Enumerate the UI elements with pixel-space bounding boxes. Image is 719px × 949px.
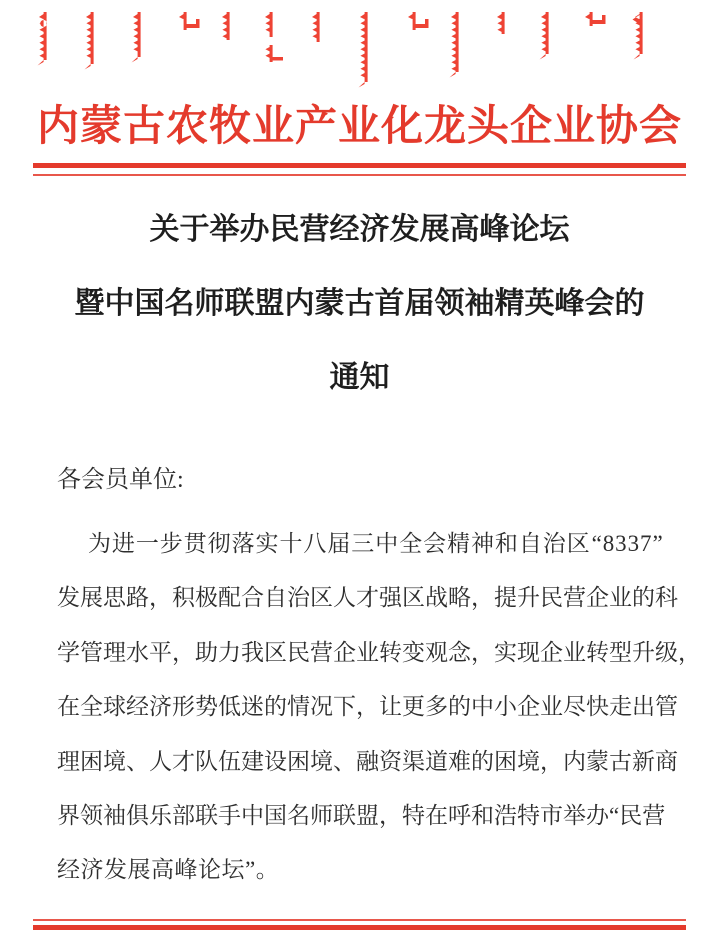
mongolian-glyph-column [450, 12, 459, 78]
doc-title-line-3: 通知 [329, 361, 390, 394]
mongolian-glyph-column [265, 12, 283, 62]
body-line: 界 领 袖 俱 乐 部 联 手 中 国 名 师 联 盟 ， 特 在 呼 和 浩 特 市 举 办 “ 民 营 [57, 802, 666, 828]
doc-title-line-1: 关于举办民营经济发展高峰论坛 [149, 213, 570, 246]
mongolian-glyph-column [359, 12, 368, 88]
mongolian-glyph-column [312, 12, 320, 42]
mongolian-glyph-column [585, 12, 606, 26]
mongolian-glyph-column [222, 12, 230, 40]
mongolian-glyph-column [408, 12, 429, 30]
mongolian-glyph-column [38, 12, 48, 66]
body-line: 理 困 境 、 人 才 队 伍 建 设 困 境 、 融 资 渠 道 难 的 困 境 ， 内 蒙 古 新 商 [57, 748, 678, 774]
mongolian-glyph-column [179, 12, 200, 30]
org-title: 内蒙古农牧业产业化龙头企业协会 [36, 104, 682, 150]
header-divider-thin [33, 174, 686, 176]
doc-title [0, 193, 719, 415]
footer-divider-thin [33, 919, 686, 921]
body-line: 经济发展高峰论坛”。 [57, 857, 280, 883]
mongolian-glyph-column [540, 12, 549, 60]
body-paragraph [57, 517, 701, 898]
body-line: 学 管 理 水 平 ， 助 力 我 区 民 营 企 业 转 变 观 念 ， 实 现 企 业 转 型 升 级 ， [57, 639, 701, 665]
footer-divider-thick [33, 925, 686, 930]
body-line: 发 展 思 路 ， 积 极 配 合 自 治 区 人 才 强 区 战 略 ， 提 升 民 营 企 业 的 科 [57, 585, 678, 611]
mongolian-glyph-column [633, 12, 643, 60]
mongolian-glyph-column [85, 12, 94, 70]
salutation: 各会员单位: [57, 467, 184, 493]
body-line: 为 进 一 步 贯 彻 落 实 十 八 届 三 中 全 会 精 神 和 自 治 区 “ 8 3 3 7 ” [87, 531, 663, 556]
header-divider-thick [33, 163, 686, 168]
body-line: 在 全 球 经 济 形 势 低 迷 的 情 况 下 ， 让 更 多 的 中 小 企 业 尽 快 走 出 管 [57, 694, 678, 720]
doc-title-line-2: 暨中国名师联盟内蒙古首届领袖精英峰会的 [74, 287, 645, 320]
mongolian-glyph-column [497, 12, 505, 34]
mongolian-glyph-column [132, 12, 141, 63]
mongolian-script-banner-icon [35, 4, 685, 100]
